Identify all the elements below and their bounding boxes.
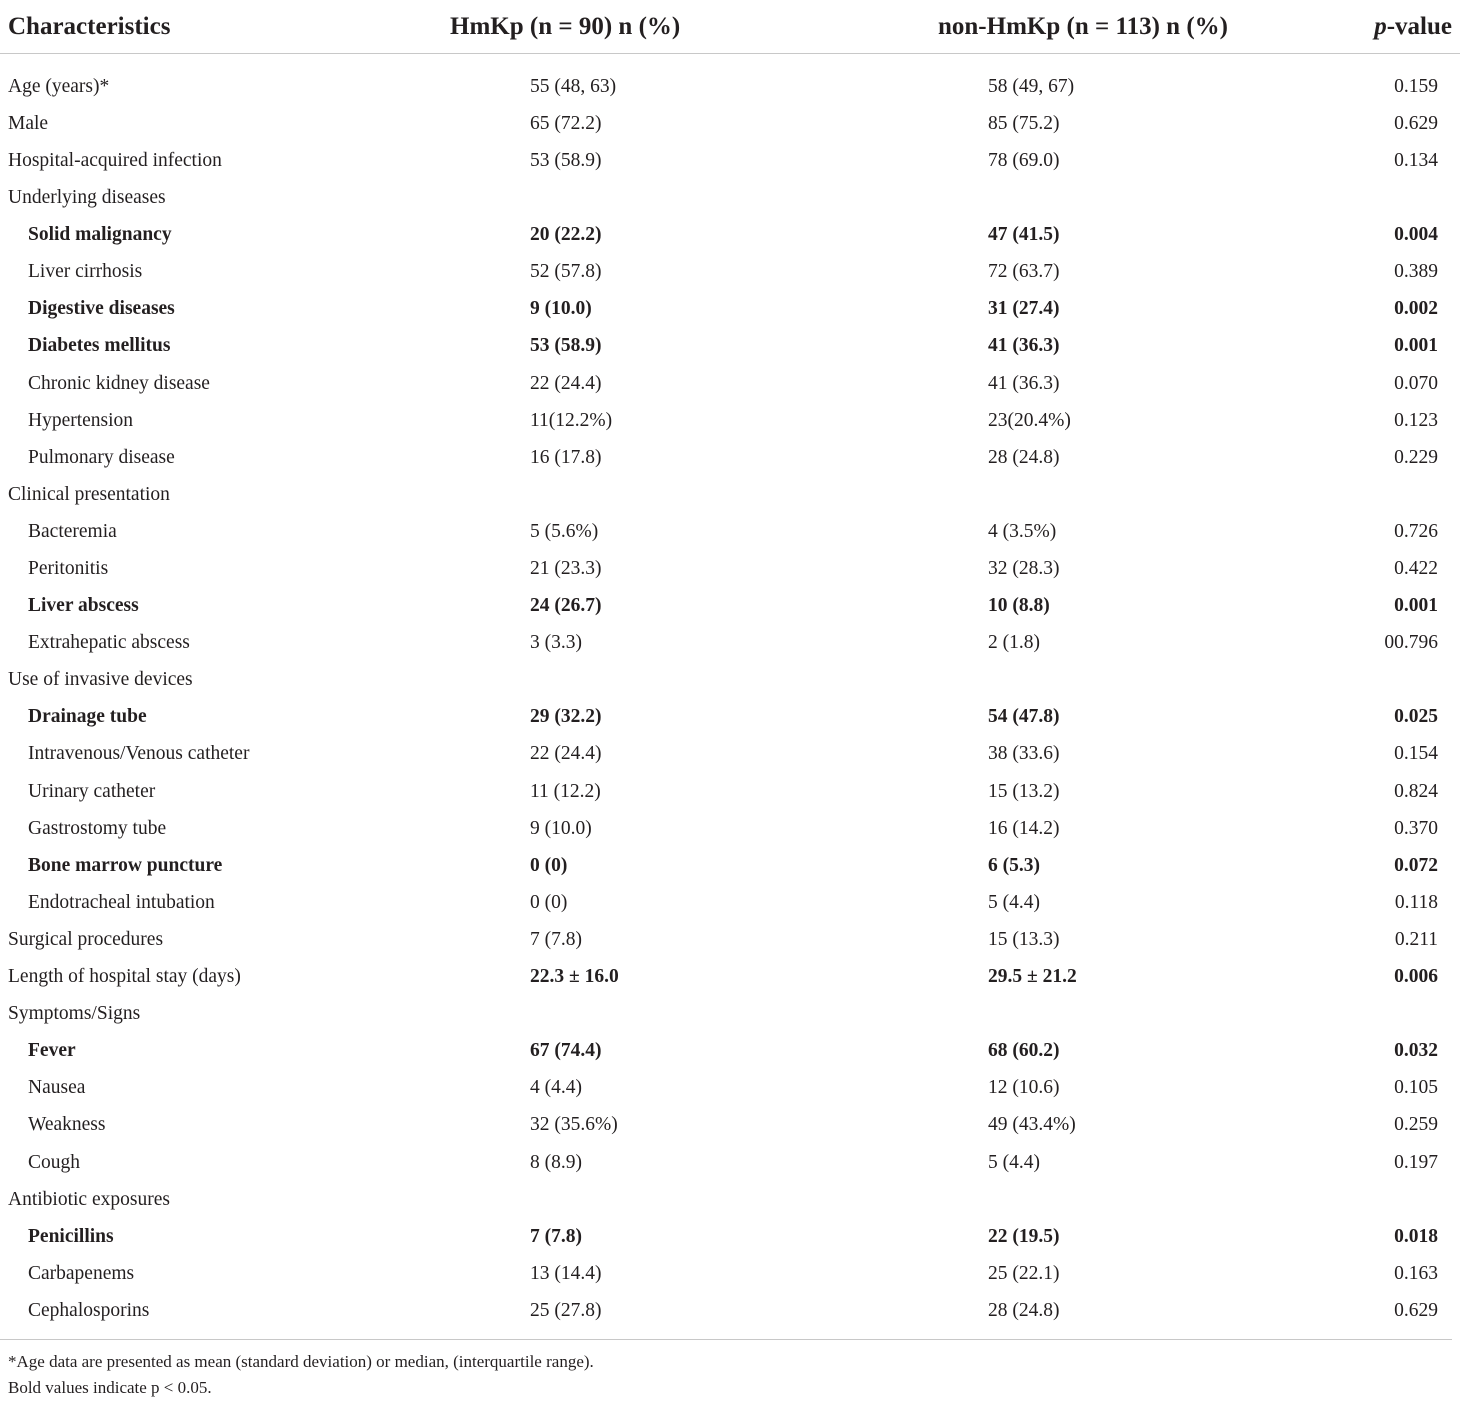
p-value: 0.105 bbox=[1394, 1077, 1438, 1099]
hmkp-value: 9 (10.0) bbox=[530, 817, 592, 839]
row-label: Drainage tube bbox=[28, 706, 147, 728]
table-row bbox=[0, 1218, 1460, 1255]
header-pvalue bbox=[1260, 0, 1460, 54]
nonhmkp-value: 28 (24.8) bbox=[988, 446, 1060, 468]
hmkp-value: 32 (35.6%) bbox=[530, 1114, 618, 1136]
hmkp-value: 9 (10.0) bbox=[530, 298, 592, 320]
hmkp-value: 11(12.2%) bbox=[530, 409, 613, 431]
nonhmkp-value: 2 (1.8) bbox=[988, 632, 1040, 654]
hmkp-value: 3 (3.3) bbox=[530, 632, 582, 654]
row-label: Weakness bbox=[28, 1114, 106, 1136]
table-row bbox=[0, 1070, 1460, 1107]
hmkp-value: 53 (58.9) bbox=[530, 335, 602, 357]
hmkp-value: 5 (5.6%) bbox=[530, 520, 599, 542]
table-row bbox=[0, 291, 1460, 328]
row-label: Cephalosporins bbox=[28, 1299, 150, 1321]
nonhmkp-value: 25 (22.1) bbox=[988, 1262, 1060, 1284]
p-value: 0.001 bbox=[1394, 335, 1438, 357]
hmkp-value: 22 (24.4) bbox=[530, 372, 602, 394]
nonhmkp-value: 16 (14.2) bbox=[988, 817, 1060, 839]
table-row bbox=[0, 68, 1460, 105]
row-label: Chronic kidney disease bbox=[28, 372, 210, 394]
p-value: 0.159 bbox=[1394, 75, 1438, 97]
row-label: Male bbox=[8, 112, 49, 134]
nonhmkp-value: 15 (13.3) bbox=[988, 928, 1060, 950]
nonhmkp-value: 5 (4.4) bbox=[988, 1151, 1040, 1173]
hmkp-value: 16 (17.8) bbox=[530, 446, 602, 468]
row-label: Pulmonary disease bbox=[28, 446, 175, 468]
row-label: Fever bbox=[28, 1040, 76, 1062]
row-label: Liver cirrhosis bbox=[28, 261, 143, 283]
p-value: 00.796 bbox=[1384, 632, 1438, 654]
row-label: Extrahepatic abscess bbox=[28, 632, 190, 654]
hmkp-value: 13 (14.4) bbox=[530, 1262, 602, 1284]
hmkp-value: 7 (7.8) bbox=[530, 1225, 582, 1247]
section-label: Symptoms/Signs bbox=[8, 1003, 141, 1025]
nonhmkp-value: 47 (41.5) bbox=[988, 224, 1060, 246]
section-label: Underlying diseases bbox=[8, 187, 166, 209]
row-label: Bone marrow puncture bbox=[28, 854, 223, 876]
row-label: Solid malignancy bbox=[28, 224, 172, 246]
section-label: Clinical presentation bbox=[8, 483, 170, 505]
p-value: 0.629 bbox=[1394, 1299, 1438, 1321]
table-bottom-rule bbox=[0, 1339, 1452, 1340]
p-value: 0.163 bbox=[1394, 1262, 1438, 1284]
row-label: Age (years)* bbox=[8, 75, 110, 97]
table-row bbox=[0, 587, 1460, 624]
p-value: 0.154 bbox=[1394, 743, 1438, 765]
hmkp-value: 25 (27.8) bbox=[530, 1299, 602, 1321]
p-value: 0.824 bbox=[1394, 780, 1438, 802]
hmkp-value: 4 (4.4) bbox=[530, 1077, 582, 1099]
hmkp-value: 11 (12.2) bbox=[530, 780, 601, 802]
footnote-age: *Age data are presented as mean (standard deviation) or median, (interquartile range). bbox=[8, 1352, 594, 1371]
nonhmkp-value: 15 (13.2) bbox=[988, 780, 1060, 802]
p-value: 0.018 bbox=[1394, 1225, 1438, 1247]
table-row bbox=[0, 328, 1460, 365]
section-row bbox=[0, 1181, 1460, 1218]
table-row bbox=[0, 105, 1460, 142]
table-row bbox=[0, 1292, 1460, 1329]
header-pvalue-rest: -value bbox=[1386, 12, 1452, 40]
header-characteristics: Characteristics bbox=[0, 0, 340, 54]
table-row bbox=[0, 402, 1460, 439]
p-value: 0.422 bbox=[1394, 558, 1438, 580]
nonhmkp-value: 54 (47.8) bbox=[988, 706, 1060, 728]
p-value: 0.025 bbox=[1394, 706, 1438, 728]
nonhmkp-value: 22 (19.5) bbox=[988, 1225, 1060, 1247]
table-row bbox=[0, 513, 1460, 550]
row-label: Urinary catheter bbox=[28, 780, 156, 802]
row-label: Nausea bbox=[28, 1077, 86, 1099]
p-value: 0.389 bbox=[1394, 261, 1438, 283]
p-value: 0.629 bbox=[1394, 112, 1438, 134]
header-pvalue-p: p bbox=[1374, 12, 1387, 40]
table-row bbox=[0, 773, 1460, 810]
table-row bbox=[0, 624, 1460, 661]
row-label: Penicillins bbox=[28, 1225, 114, 1247]
row-label: Liver abscess bbox=[28, 595, 139, 617]
nonhmkp-value: 68 (60.2) bbox=[988, 1040, 1060, 1062]
nonhmkp-value: 28 (24.8) bbox=[988, 1299, 1060, 1321]
nonhmkp-value: 38 (33.6) bbox=[988, 743, 1060, 765]
table-row bbox=[0, 1107, 1460, 1144]
nonhmkp-value: 29.5 ± 21.2 bbox=[988, 966, 1077, 988]
nonhmkp-value: 23(20.4%) bbox=[988, 409, 1071, 431]
hmkp-value: 52 (57.8) bbox=[530, 261, 602, 283]
hmkp-value: 0 (0) bbox=[530, 891, 568, 913]
table-row bbox=[0, 810, 1460, 847]
nonhmkp-value: 10 (8.8) bbox=[988, 595, 1050, 617]
nonhmkp-value: 41 (36.3) bbox=[988, 372, 1060, 394]
section-label: Use of invasive devices bbox=[8, 669, 193, 691]
hmkp-value: 8 (8.9) bbox=[530, 1151, 582, 1173]
hmkp-value: 29 (32.2) bbox=[530, 706, 602, 728]
hmkp-value: 0 (0) bbox=[530, 854, 568, 876]
table-row bbox=[0, 439, 1460, 476]
row-label: Endotracheal intubation bbox=[28, 891, 215, 913]
row-label: Hospital-acquired infection bbox=[8, 149, 222, 171]
hmkp-value: 65 (72.2) bbox=[530, 112, 602, 134]
p-value: 0.006 bbox=[1394, 966, 1438, 988]
section-row bbox=[0, 662, 1460, 699]
nonhmkp-value: 4 (3.5%) bbox=[988, 520, 1057, 542]
table-row bbox=[0, 699, 1460, 736]
section-row bbox=[0, 476, 1460, 513]
table-row bbox=[0, 216, 1460, 253]
table-row bbox=[0, 1255, 1460, 1292]
row-label: Diabetes mellitus bbox=[28, 335, 171, 357]
row-label: Gastrostomy tube bbox=[28, 817, 167, 839]
table-row bbox=[0, 365, 1460, 402]
hmkp-value: 24 (26.7) bbox=[530, 595, 602, 617]
hmkp-value: 7 (7.8) bbox=[530, 928, 582, 950]
p-value: 0.002 bbox=[1394, 298, 1438, 320]
p-value: 0.197 bbox=[1394, 1151, 1438, 1173]
row-label: Bacteremia bbox=[28, 520, 117, 542]
hmkp-value: 53 (58.9) bbox=[530, 149, 602, 171]
section-label: Antibiotic exposures bbox=[8, 1188, 170, 1210]
row-label: Surgical procedures bbox=[8, 928, 164, 950]
hmkp-value: 67 (74.4) bbox=[530, 1040, 602, 1062]
row-label: Length of hospital stay (days) bbox=[8, 966, 241, 988]
hmkp-value: 20 (22.2) bbox=[530, 224, 602, 246]
p-value: 0.211 bbox=[1394, 928, 1438, 950]
section-row bbox=[0, 995, 1460, 1032]
p-value: 0.123 bbox=[1394, 409, 1438, 431]
table-row bbox=[0, 921, 1460, 958]
table-row bbox=[0, 1144, 1460, 1181]
section-row bbox=[0, 179, 1460, 216]
table-row bbox=[0, 1032, 1460, 1069]
table-row bbox=[0, 958, 1460, 995]
hmkp-value: 21 (23.3) bbox=[530, 558, 602, 580]
p-value: 0.001 bbox=[1394, 595, 1438, 617]
nonhmkp-value: 5 (4.4) bbox=[988, 891, 1040, 913]
p-value: 0.726 bbox=[1394, 520, 1438, 542]
header-hmkp: HmKp (n = 90) n (%) bbox=[340, 0, 810, 54]
p-value: 0.070 bbox=[1394, 372, 1438, 394]
table-row bbox=[0, 142, 1460, 179]
row-label: Digestive diseases bbox=[28, 298, 175, 320]
header-row bbox=[0, 0, 1460, 54]
table-row bbox=[0, 550, 1460, 587]
nonhmkp-value: 49 (43.4%) bbox=[988, 1114, 1076, 1136]
nonhmkp-value: 78 (69.0) bbox=[988, 149, 1060, 171]
table-row bbox=[0, 884, 1460, 921]
table-row bbox=[0, 253, 1460, 290]
nonhmkp-value: 6 (5.3) bbox=[988, 854, 1040, 876]
p-value: 0.072 bbox=[1394, 854, 1438, 876]
p-value: 0.229 bbox=[1394, 446, 1438, 468]
p-value: 0.118 bbox=[1394, 891, 1438, 913]
p-value: 0.004 bbox=[1394, 224, 1438, 246]
p-value: 0.134 bbox=[1394, 149, 1438, 171]
hmkp-value: 55 (48, 63) bbox=[530, 75, 617, 97]
nonhmkp-value: 72 (63.7) bbox=[988, 261, 1060, 283]
row-label: Hypertension bbox=[28, 409, 134, 431]
nonhmkp-value: 32 (28.3) bbox=[988, 558, 1060, 580]
row-label: Cough bbox=[28, 1151, 81, 1173]
footnote-bold: Bold values indicate p < 0.05. bbox=[8, 1378, 212, 1397]
row-label: Carbapenems bbox=[28, 1262, 135, 1284]
table-row bbox=[0, 736, 1460, 773]
p-value: 0.370 bbox=[1394, 817, 1438, 839]
table-row bbox=[0, 847, 1460, 884]
row-label: Intravenous/Venous catheter bbox=[28, 743, 250, 765]
header-nonhmkp: non-HmKp (n = 113) n (%) bbox=[810, 0, 1260, 54]
hmkp-value: 22 (24.4) bbox=[530, 743, 602, 765]
hmkp-value: 22.3 ± 16.0 bbox=[530, 966, 619, 988]
nonhmkp-value: 12 (10.6) bbox=[988, 1077, 1060, 1099]
row-label: Peritonitis bbox=[28, 558, 109, 580]
p-value: 0.259 bbox=[1394, 1114, 1438, 1136]
nonhmkp-value: 58 (49, 67) bbox=[988, 75, 1075, 97]
p-value: 0.032 bbox=[1394, 1040, 1438, 1062]
nonhmkp-value: 41 (36.3) bbox=[988, 335, 1060, 357]
nonhmkp-value: 85 (75.2) bbox=[988, 112, 1060, 134]
nonhmkp-value: 31 (27.4) bbox=[988, 298, 1060, 320]
